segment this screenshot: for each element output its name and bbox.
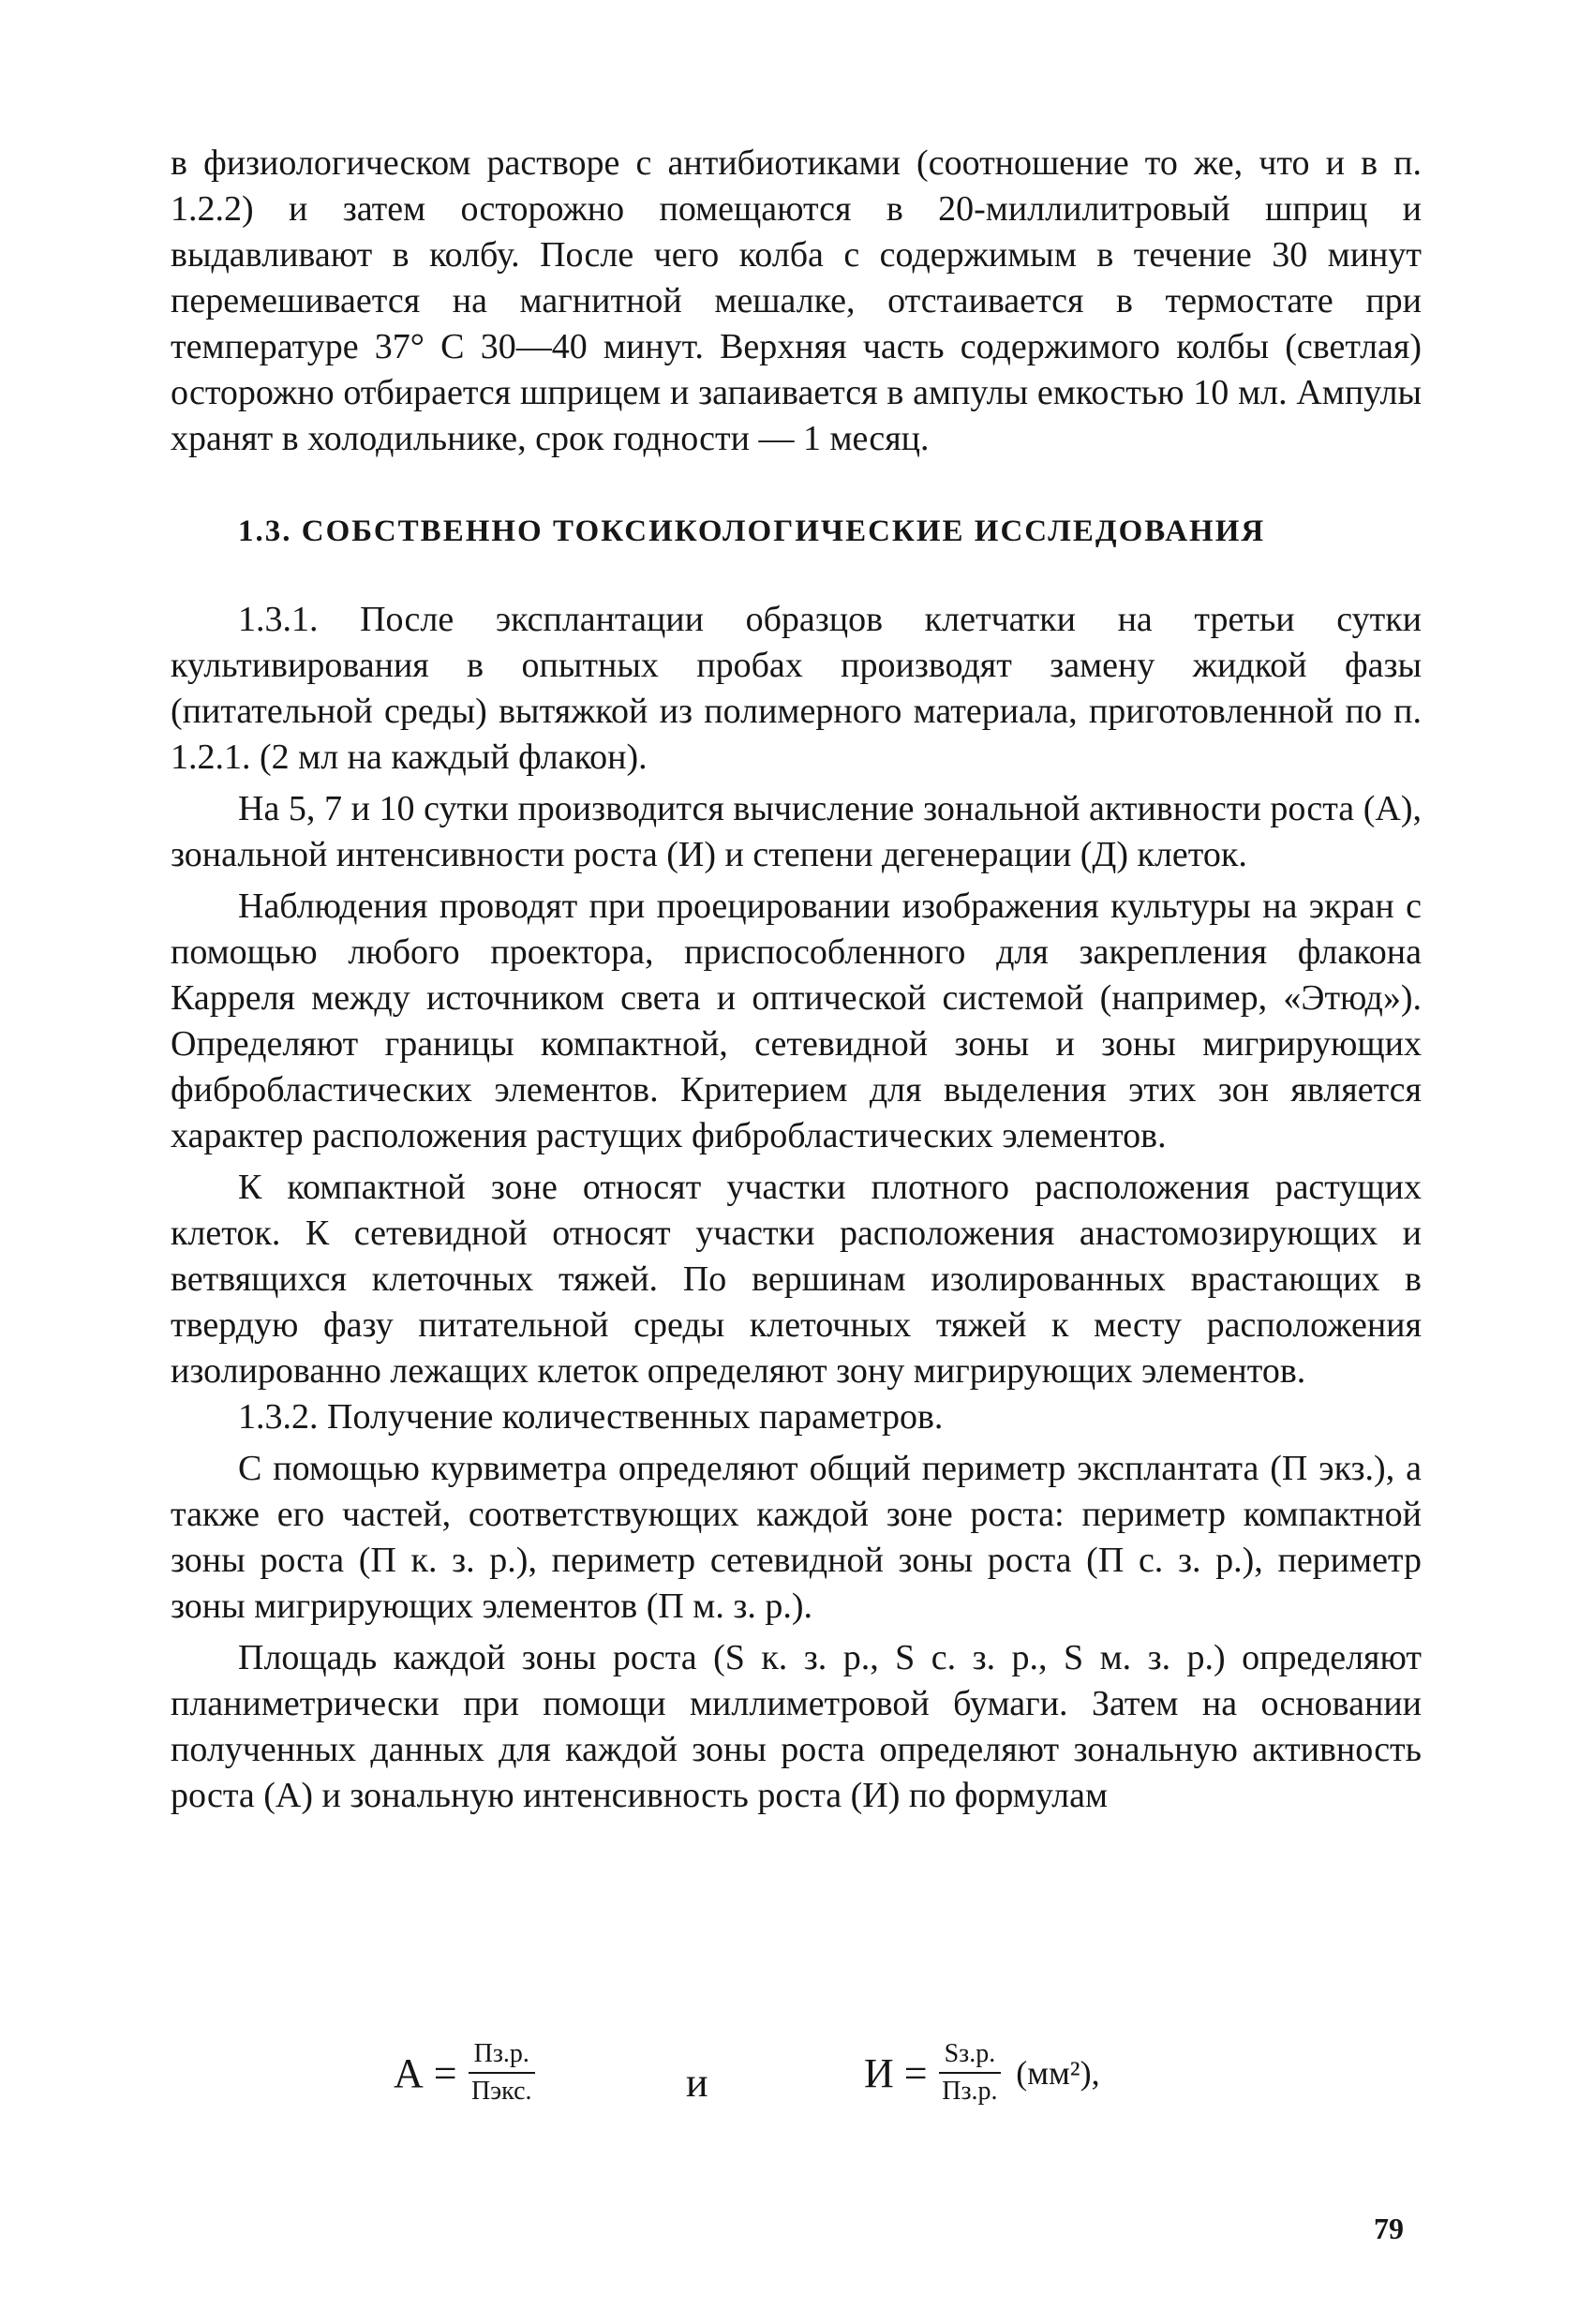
- section-heading: 1.3. СОБСТВЕННО ТОКСИКОЛОГИЧЕСКИЕ ИССЛЕДОВАНИЯ: [238, 514, 1266, 548]
- formula-intensity-numerator: Sз.р.: [939, 2038, 1002, 2074]
- formula-activity-lhs: А =: [394, 2049, 457, 2096]
- formula-intensity-denominator: Пз.р.: [942, 2077, 998, 2106]
- page-body: [171, 141, 1422, 1819]
- formula-intensity-lhs: И =: [864, 2049, 928, 2096]
- paragraph-continued: в физиологическом растворе с антибиотиками (соотношение то же, что и в п. 1.2.2) и затем осторожно помещаются в 20-миллилитровый шприц и выдавливают в колбу. После чего колба с содержимым в течение 30 минут перемешивается на магнитной мешалке, отстаивается в термостате при температуре 37° С 30—40 минут. Верхняя часть содержимого колбы (светлая) осторожно отбирается шприцем и запаивается в ампулы емкостью 10 мл. Ампулы хранят в холодильнике, срок годности — 1 месяц.: [171, 143, 1422, 458]
- paragraph-area: Площадь каждой зоны роста (S к. з. р., S с. з. р., S м. з. р.) определяют планиметрически при помощи миллиметровой бумаги. Затем на основании полученных данных для каждой зоны роста определяют зональную активность роста (А) и зональную интенсивность роста (И) по формулам: [171, 1638, 1422, 1815]
- formula-intensity-fraction: [939, 2038, 1002, 2108]
- formulas: [394, 2038, 1237, 2132]
- paragraph-observation: Наблюдения проводят при проецировании изображения культуры на экран с помощью любого проектора, приспособленного для закрепления флакона Карреля между источником света и оптической системой (например, «Этюд»). Определяют границы компактной, сетевидной зоны и зоны мигрирующих фибробластических элементов. Критерием для выделения этих зон является характер расположения растущих фибробластических элементов.: [171, 886, 1422, 1155]
- formula-conjunction: и: [686, 2060, 708, 2106]
- paragraph-1-3-2: 1.3.2. Получение количественных параметров.: [238, 1397, 944, 1437]
- formula-activity-numerator: Пз.р.: [469, 2038, 535, 2074]
- paragraph-perimeter: С помощью курвиметра определяют общий периметр эксплантата (П экз.), а также его частей, соответствующих каждой зоне роста: периметр компактной зоны роста (П к. з. р.), периметр сетевидной зоны роста (П с. з. р.), периметр зоны мигрирующих элементов (П м. з. р.).: [171, 1449, 1422, 1626]
- paragraph-measurement-days: На 5, 7 и 10 сутки производится вычисление зональной активности роста (А), зональной интенсивности роста (И) и степени дегенерации (Д) клеток.: [171, 789, 1422, 874]
- paragraph-zones: К компактной зоне относят участки плотного расположения растущих клеток. К сетевидной относят участки расположения анастомозирующих и ветвящихся клеточных тяжей. По вершинам изолированных врастающих в твердую фазу питательной среды клеточных тяжей к месту расположения изолированно лежащих клеток определяют зону мигрирующих элементов.: [171, 1168, 1422, 1391]
- formula-activity: [394, 2038, 535, 2108]
- formula-intensity-unit: (мм²),: [1016, 2054, 1100, 2092]
- page-number: 79: [1374, 2212, 1404, 2245]
- formula-activity-denominator: Пэкс.: [470, 2077, 532, 2106]
- formula-activity-fraction: [469, 2038, 535, 2108]
- paragraph-1-3-1: 1.3.1. После эксплантации образцов клетчатки на третьи сутки культивирования в опытных пробах производят замену жидкой фазы (питательной среды) вытяжкой из полимерного материала, приготовленной по п. 1.2.1. (2 мл на каждый флакон).: [171, 600, 1422, 777]
- formula-intensity: [864, 2038, 1100, 2108]
